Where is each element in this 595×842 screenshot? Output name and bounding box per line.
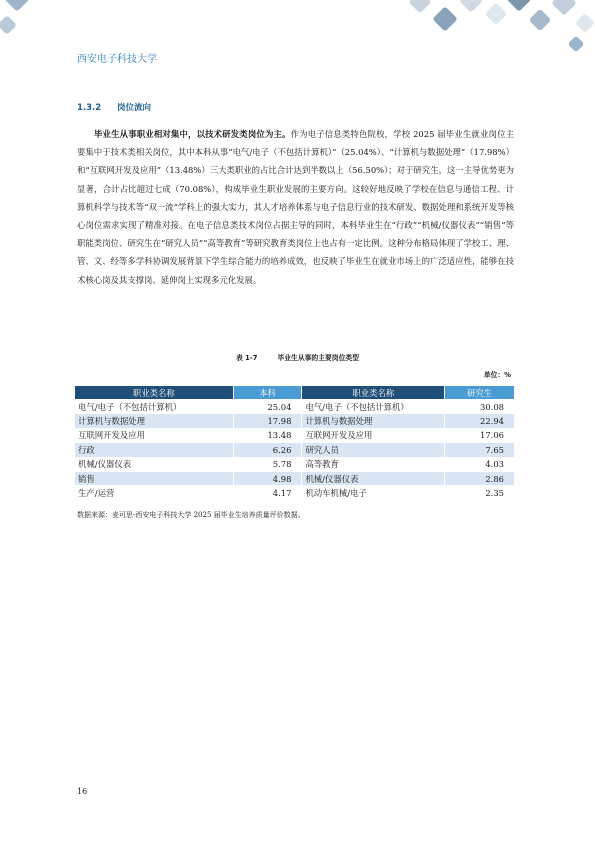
page-number: 16 [77,787,88,796]
table-row [75,400,515,414]
table-caption [0,352,595,362]
table-row [75,486,515,500]
undergrad-job: 生产/运营 [75,486,234,500]
undergrad-job: 销售 [75,471,234,485]
job-type-table [74,385,515,501]
table-row [75,428,515,442]
undergrad-percent: 5.78 [233,457,302,471]
table-row [75,414,515,428]
header-grad-percent: 研究生 [445,386,515,400]
grad-percent: 2.86 [445,471,515,485]
header-undergrad-category: 职业类名称 [75,386,234,400]
grad-percent: 17.06 [445,428,515,442]
table-unit: 单位：% [483,371,511,379]
section-heading [77,101,151,113]
grad-percent: 4.03 [445,457,515,471]
grad-job: 研究人员 [302,443,445,457]
grad-job: 高等教育 [302,457,445,471]
body-paragraph [77,125,514,289]
grad-job: 计算机与数据处理 [302,414,445,428]
grad-job: 互联网开发及应用 [302,428,445,442]
grad-job: 电气/电子（不包括计算机） [302,400,445,414]
table-row [75,471,515,485]
grad-percent: 2.35 [445,486,515,500]
undergrad-percent: 4.17 [233,486,302,500]
undergrad-percent: 4.98 [233,471,302,485]
undergrad-percent: 17.98 [233,414,302,428]
table-row [75,457,515,471]
lead-sentence: 毕业生从事职业相对集中，以技术研发类岗位为主。 [94,129,291,139]
undergrad-percent: 6.26 [233,443,302,457]
grad-percent: 22.94 [445,414,515,428]
grad-percent: 7.65 [445,443,515,457]
undergrad-job: 电气/电子（不包括计算机） [75,400,234,414]
header-undergrad-percent: 本科 [233,386,302,400]
undergrad-percent: 13.48 [233,428,302,442]
undergrad-job: 行政 [75,443,234,457]
undergrad-job: 计算机与数据处理 [75,414,234,428]
grad-percent: 30.08 [445,400,515,414]
data-source-note: 数据来源：麦可思-西安电子科技大学 2025 届毕业生培养质量评价数据。 [77,511,305,519]
header-grad-category: 职业类名称 [302,386,445,400]
undergrad-percent: 25.04 [233,400,302,414]
undergrad-job: 机械/仪器仪表 [75,457,234,471]
grad-job: 机械/仪器仪表 [302,471,445,485]
section-title: 岗位流向 [117,103,152,113]
grad-job: 机动车机械/电子 [302,486,445,500]
table-caption-title: 毕业生从事的主要岗位类型 [277,354,359,362]
table-row [75,443,515,457]
section-number: 1.3.2 [77,103,102,113]
table-caption-number: 表 1-7 [235,354,258,362]
undergrad-job: 互联网开发及应用 [75,428,234,442]
university-name: 西安电子科技大学 [77,54,157,65]
paragraph-text: 作为电子信息类特色院校，学校 2025 届毕业生就业岗位主要集中于技术类相关岗位，其中本科从事“电气/电子（不包括计算机）”（25.04%）、“计算机与数据处理”（17.98%）和“互联网开发及应用”（13.48%）三大类职业的占比合计达到半数以上（56.50%）；对于研究生，这一主导优势更为显著，合计占比超过七成（70.08%），构成毕业生职业发展的主要方向。这较好地反映了学校在信息与通信工程、计算机科学与技术等“双一流”学科上的强大实力，其人才培养体系与电子信息行业的技术研发、数据处理和系统开发等核心岗位需求实现了精准对接。在电子信息类技术岗位占据主导的同时，本科毕业生在“行政”“机械/仪器仪表”“销售”等职能类岗位、研究生在“研究人员”“高等教育”等研究教育类岗位上也占有一定比例。这种分布格局体现了学校工、理、管、文、经等多学科协调发展背景下学生综合能力的培养成效，也反映了毕业生在就业市场上的广泛适应性，能够在技术核心岗及其支撑岗、延伸岗上实现多元化发展。 [77,129,514,285]
